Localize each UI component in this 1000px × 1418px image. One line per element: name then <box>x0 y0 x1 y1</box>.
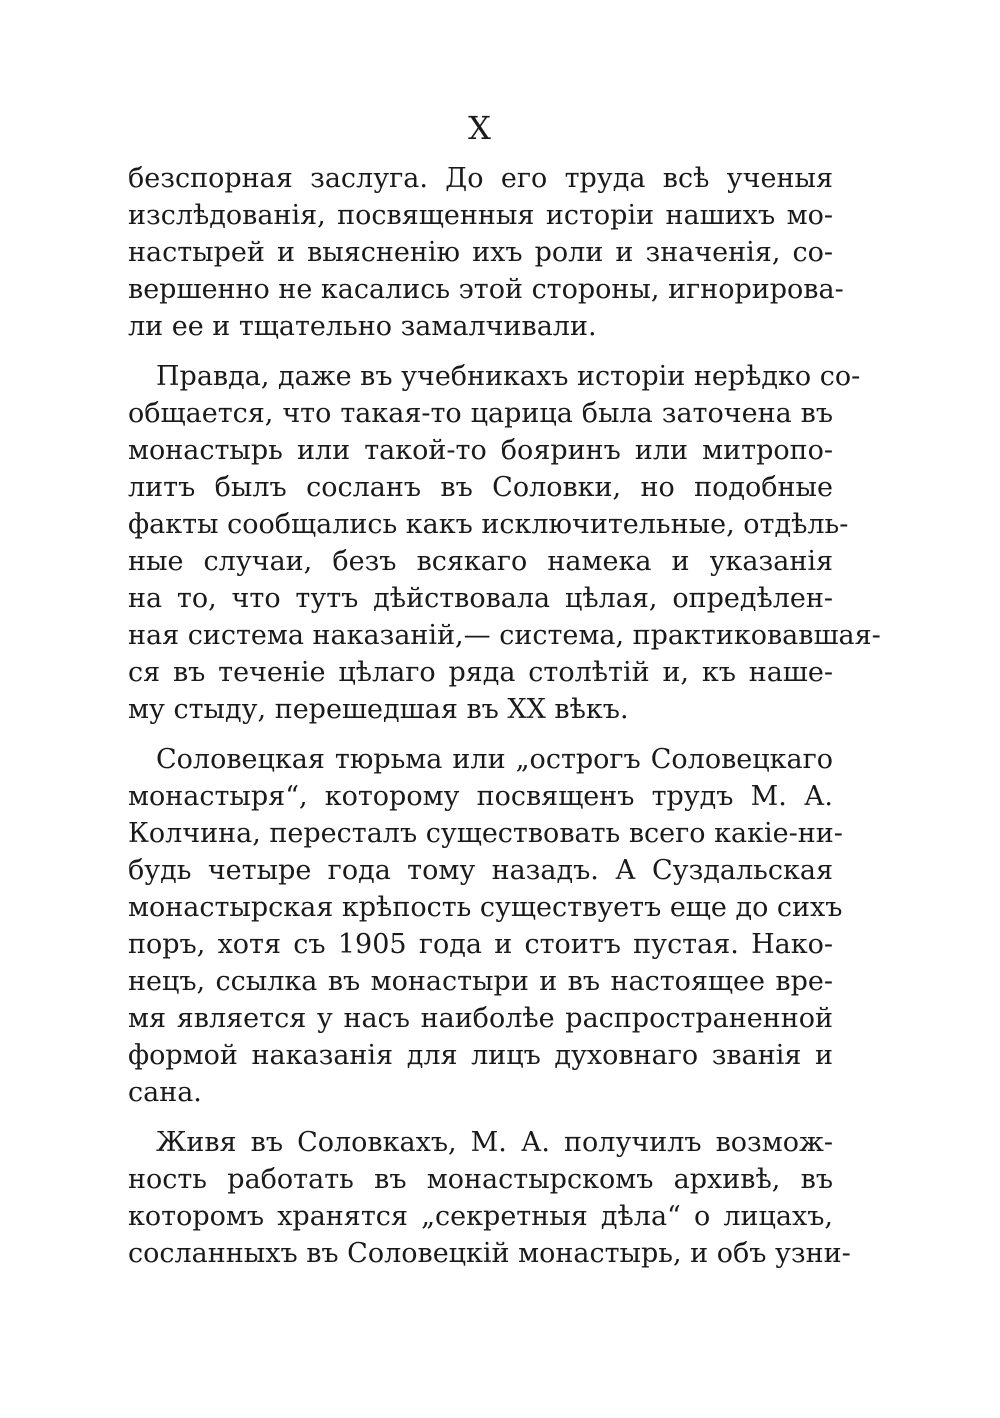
text-line: факты сообщались какъ исключительные, отдѣль- <box>128 509 849 540</box>
text-line: поръ, хотя съ 1905 года и стоитъ пустая. Нако- <box>128 929 833 960</box>
text-line: Живя въ Соловкахъ, М. А. получилъ возмож- <box>156 1127 833 1158</box>
text-line: ная система наказаній,— система, практиковавшая- <box>128 620 881 651</box>
paragraph <box>128 1124 851 1272</box>
text-line: мя является у насъ наиболѣе распространенной <box>128 1003 833 1034</box>
text-line: безспорная заслуга. До его труда всѣ ученыя <box>128 163 833 194</box>
text-line: настырей и выясненію ихъ роли и значенія, со- <box>128 237 833 268</box>
text-line: монастырская крѣпость существуетъ еще до сихъ <box>128 892 843 923</box>
paragraph <box>128 741 843 1111</box>
text-line: формой наказанія для лицъ духовнаго званія и <box>128 1040 833 1071</box>
text-line: на то, что тутъ дѣйствовала цѣлая, опредѣлен- <box>128 583 833 614</box>
page-number: X <box>468 109 492 147</box>
text-line: ность работать въ монастырскомъ архивѣ, въ <box>128 1164 833 1195</box>
text-line: которомъ хранятся „секретныя дѣла“ о лицахъ, <box>128 1201 833 1232</box>
text-line: нецъ, ссылка въ монастыри и въ настоящее вре- <box>128 966 833 997</box>
text-line: Колчина, пересталъ существовать всего какіе-ни- <box>128 818 843 849</box>
text-line: монастыря“, которому посвященъ трудъ М. А. <box>128 781 833 812</box>
text-line: му стыду, перешедшая въ XX вѣкъ. <box>128 694 629 725</box>
text-line: общается, что такая-то царица была заточена въ <box>128 398 833 429</box>
text-line: ные случаи, безъ всякаго намека и указанія <box>128 546 833 577</box>
text-line: сосланныхъ въ Соловецкій монастырь, и объ узни- <box>128 1238 851 1269</box>
text-line: будь четыре года тому назадъ. А Суздальская <box>128 855 833 886</box>
text-line: сана. <box>128 1077 202 1108</box>
body-text <box>128 160 881 1272</box>
text-line: изслѣдованія, посвященныя исторіи нашихъ мо- <box>128 200 833 231</box>
text-line: литъ былъ сосланъ въ Соловки, но подобные <box>128 472 833 503</box>
text-line: вершенно не касались этой стороны, игнорирова- <box>128 274 844 305</box>
text-line: Соловецкая тюрьма или „острогъ Соловецкаго <box>156 744 833 775</box>
paragraph <box>128 358 881 728</box>
paragraph <box>128 160 844 345</box>
text-line: Правда, даже въ учебникахъ исторіи нерѣдко со- <box>156 361 861 392</box>
text-line: монастырь или такой-то бояринъ или митропо- <box>128 435 833 466</box>
text-line: ся въ теченіе цѣлаго ряда столѣтій и, къ наше- <box>128 657 833 688</box>
text-line: ли ее и тщательно замалчивали. <box>128 311 597 342</box>
